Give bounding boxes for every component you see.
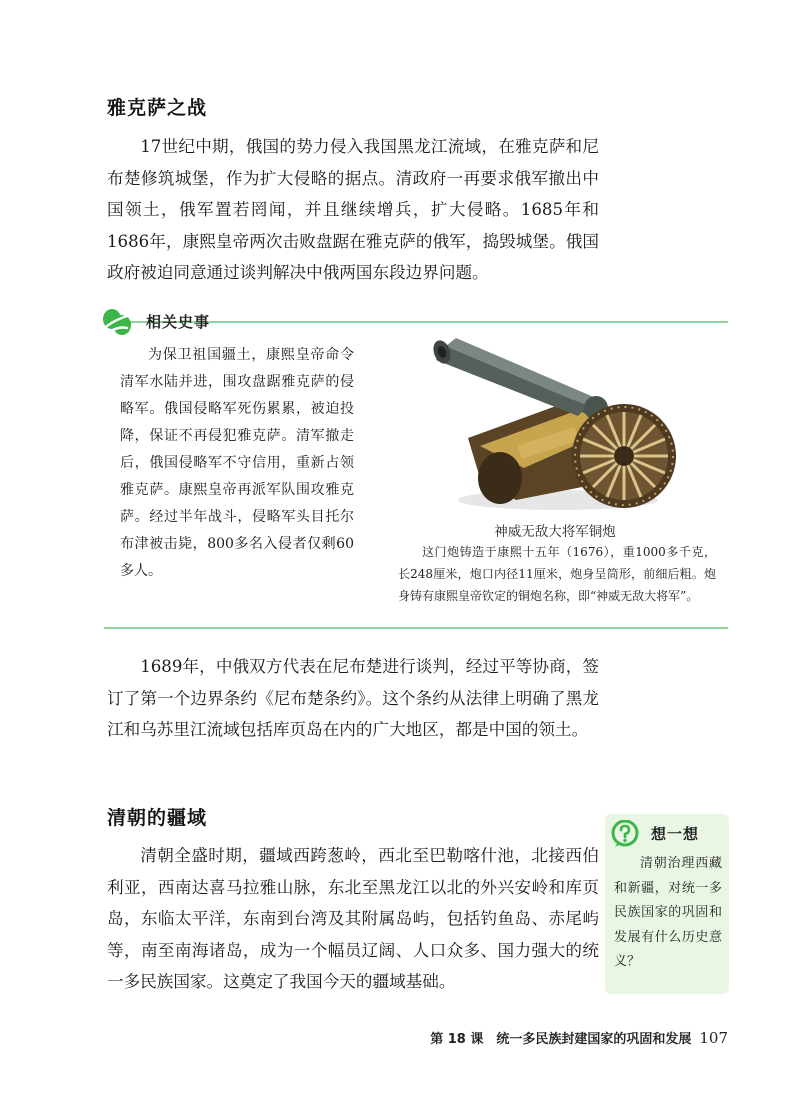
think-box-title: 想一想: [651, 825, 700, 843]
question-bubble-icon: [611, 820, 639, 848]
think-box-question: 清朝治理西藏和新疆，对统一多民族国家的巩固和发展有什么历史意义？: [614, 856, 722, 969]
paragraph-qing-territory: 清朝全盛时期，疆域西跨葱岭，西北至巴勒喀什池，北接西伯利亚，西南达喜马拉雅山脉，东北至黑龙江以北的外兴安岭和库页岛，东临太平洋，东南到台湾及其附属岛屿，包括钓鱼岛、赤尾屿等，南至南海诸岛，成为一个幅员辽阔、人口众多、国力强大的统一多民族国家。这奠定了我国今天的疆域基础。: [107, 846, 599, 991]
section-title-qing-territory: 清朝的疆域: [107, 807, 208, 829]
box-bottom-divider: [104, 627, 728, 629]
related-history-title: 相关史事: [146, 313, 211, 331]
paragraph-yakesa: 17世纪中期，俄国的势力侵入我国黑龙江流域，在雅克萨和尼布楚修筑城堡，作为扩大侵略的据点。清政府一再要求俄军撤出中国领土，俄军置若罔闻，并且继续增兵，扩大侵略。1685年和1686年，康熙皇帝两次击败盘踞在雅克萨的俄军，捣毁城堡。俄国政府被迫同意通过谈判解决中俄两国东段边界问题。: [107, 137, 599, 282]
cannon-image: [428, 328, 676, 516]
image-caption-title: 神威无敌大将军铜炮: [494, 524, 616, 540]
page-footer: [420, 1028, 728, 1047]
image-caption-text: 这门炮铸造于康熙十五年（1676），重1000多千克，长248厘米，炮口内径11厘米，炮身呈筒形，前细后粗。炮身铸有康熙皇帝钦定的铜炮名称，即“神威无敌大将军”。: [398, 545, 716, 603]
footer-lesson-title: 第 18 课 统一多民族封建国家的巩固和发展: [430, 1032, 692, 1047]
page-number: 107: [699, 1029, 728, 1047]
paragraph-nerchinsk-treaty: 1689年，中俄双方代表在尼布楚进行谈判，经过平等协商，签订了第一个边界条约《尼布楚条约》。这个条约从法律上明确了黑龙江和乌苏里江流域包括库页岛在内的广大地区，都是中国的领土。: [107, 657, 599, 739]
related-history-text: 为保卫祖国疆土，康熙皇帝命令清军水陆并进，围攻盘踞雅克萨的侵略军。俄国侵略军死伤累累，被迫投降，保证不再侵犯雅克萨。清军撤走后，俄国侵略军不守信用，重新占领雅克萨。康熙皇帝再派军队围攻雅克萨。经过半年战斗，侵略军头目托尔布津被击毙，800多名入侵者仅剩60多人。: [120, 347, 354, 579]
section-title-yakesa: 雅克萨之战: [107, 97, 208, 119]
green-leaf-icon: [101, 306, 133, 338]
